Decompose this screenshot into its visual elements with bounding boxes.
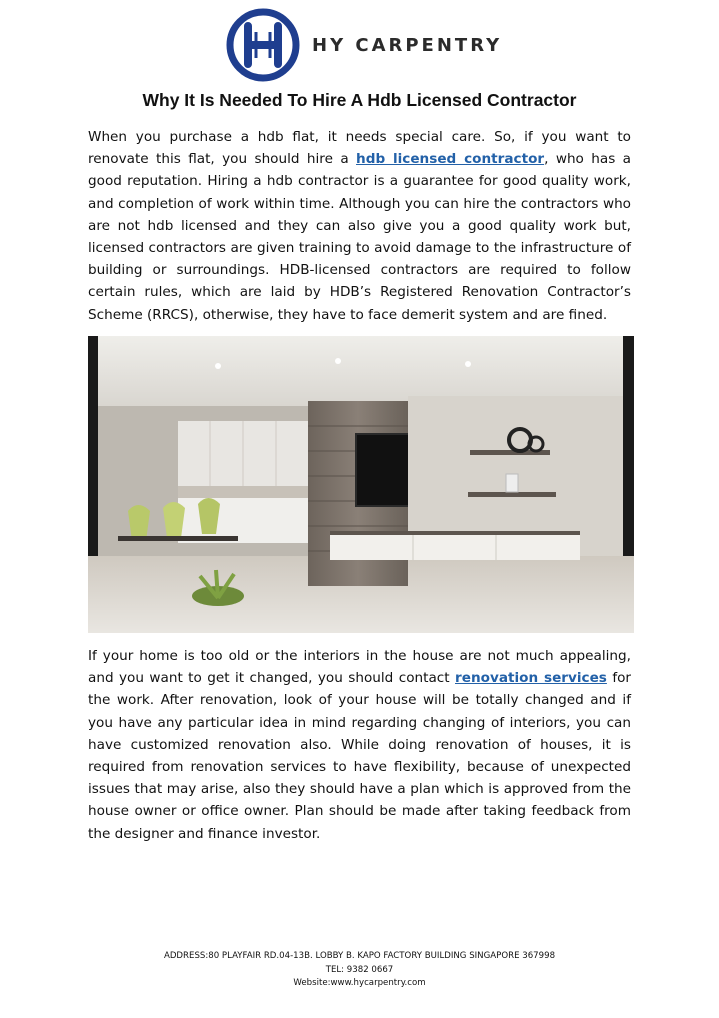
footer xyxy=(0,950,719,991)
para2-text-after: for the work. After renovation, look of your house will be totally changed and if you have any particular idea in mind regarding changing of interiors, you can have customized renovation also. While doing renovation of houses, it is required from renovation services to have flexibility, because of unexpected issues that may arise, also they should have a plan which is approved from the house owner or office owner. Plan should be made after taking feedback from the designer and finance investor. xyxy=(88,670,632,842)
intro-paragraph xyxy=(88,126,631,326)
footer-website[interactable]: Website:www.hycarpentry.com xyxy=(293,978,426,988)
para1-text-after: , who has a good reputation. Hiring a hdb contractor is a guarantee for good quality work, and completion of work within time. Although you can hire the contractors who are not hdb licensed and they can also give you a good quality work but, licensed contractors are given training to avoid damage to the infrastructure of building or surroundings. HDB-licensed contractors are required to follow certain rules, which are laid by HDB’s Registered Renovation Contractor’s Scheme (RRCS), otherwise, they have to face demerit system and are fined. xyxy=(88,151,631,323)
para1-text-before: When you purchase a hdb flat, it needs special care. So, if you want to renovate this flat, you should hire a xyxy=(88,129,631,168)
para2-text-before: If your home is too old or the interiors in the house are not much appealing, and you want to get it changed, you should contact xyxy=(88,648,631,687)
renovation-services-link[interactable]: renovation services xyxy=(455,670,607,687)
footer-tel: TEL: 9382 0667 xyxy=(325,964,394,975)
living-room-photo xyxy=(88,336,634,633)
footer-address: ADDRESS:80 PLAYFAIR RD.04-13B. LOBBY B. KAPO FACTORY BUILDING SINGAPORE 367998 xyxy=(163,951,556,961)
hdb-licensed-contractor-link[interactable]: hdb licensed contractor xyxy=(356,151,545,168)
page-title: Why It Is Needed To Hire A Hdb Licensed Contractor xyxy=(142,90,577,110)
company-logo xyxy=(226,4,506,86)
hy-monogram-icon xyxy=(226,8,300,82)
logo-text: HY CARPENTRY xyxy=(312,34,503,56)
renovation-paragraph xyxy=(88,645,631,845)
